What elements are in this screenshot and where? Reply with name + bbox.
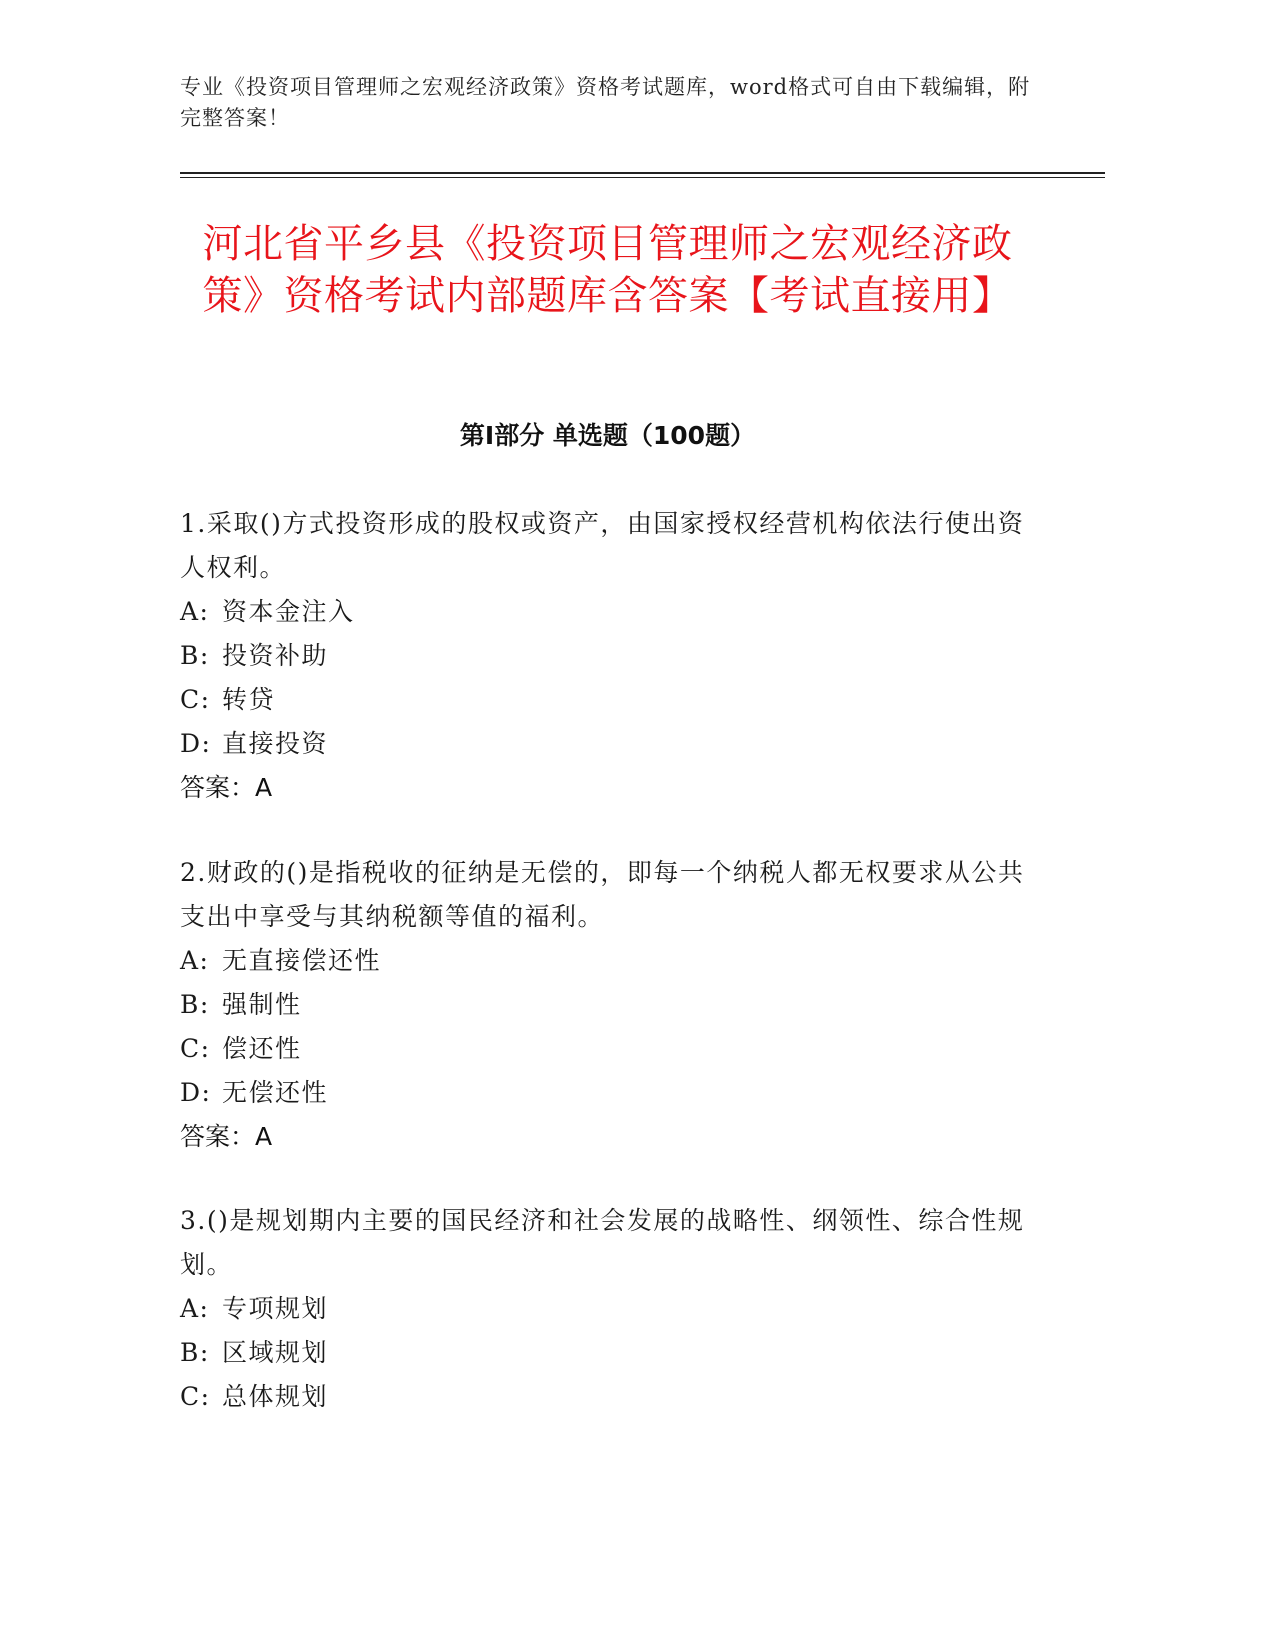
option-text: 偿还性 <box>222 1034 302 1063</box>
question-2 <box>180 851 1030 1159</box>
option-c <box>180 678 1030 722</box>
option-key: A: <box>180 1294 210 1323</box>
document-title: 河北省平乡县《投资项目管理师之宏观经济政策》资格考试内部题库含答案【考试直接用】 <box>202 221 1013 319</box>
option-key: A: <box>180 946 210 975</box>
option-d <box>180 722 1030 766</box>
option-key: D: <box>180 1078 212 1107</box>
option-key: D: <box>180 729 212 758</box>
option-key: B: <box>180 1338 210 1367</box>
header-rule-thick <box>180 172 1105 174</box>
section-heading: 第I部分 单选题（100题） <box>459 421 756 450</box>
option-key: C: <box>180 1382 211 1411</box>
question-answer: 答案：A <box>180 773 273 802</box>
option-text: 强制性 <box>222 990 302 1019</box>
question-answer: 答案：A <box>180 1122 273 1151</box>
option-a <box>180 1287 1030 1331</box>
option-key: A: <box>180 597 210 626</box>
option-text: 区域规划 <box>222 1338 329 1367</box>
option-text: 转贷 <box>222 685 276 714</box>
option-text: 无偿还性 <box>222 1078 329 1107</box>
option-a <box>180 590 1030 634</box>
option-d <box>180 1071 1030 1115</box>
header-rule-thin <box>180 177 1105 178</box>
option-text: 无直接偿还性 <box>222 946 382 975</box>
header-note: 专业《投资项目管理师之宏观经济政策》资格考试题库，word格式可自由下载编辑，附完整答案！ <box>180 75 1031 130</box>
question-stem: 3.()是规划期内主要的国民经济和社会发展的战略性、纲领性、综合性规划。 <box>180 1206 1025 1279</box>
option-key: B: <box>180 990 210 1019</box>
option-c <box>180 1375 1030 1419</box>
option-key: C: <box>180 1034 211 1063</box>
option-b <box>180 1331 1030 1375</box>
option-b <box>180 634 1030 678</box>
option-text: 总体规划 <box>222 1382 329 1411</box>
option-text: 资本金注入 <box>222 597 355 626</box>
question-3 <box>180 1199 1030 1419</box>
option-b <box>180 983 1030 1027</box>
option-key: C: <box>180 685 211 714</box>
question-stem: 1.采取()方式投资形成的股权或资产，由国家授权经营机构依法行使出资人权利。 <box>180 509 1025 582</box>
option-text: 专项规划 <box>222 1294 329 1323</box>
question-stem: 2.财政的()是指税收的征纳是无偿的，即每一个纳税人都无权要求从公共支出中享受与其纳税额等值的福利。 <box>180 858 1025 931</box>
option-c <box>180 1027 1030 1071</box>
option-key: B: <box>180 641 210 670</box>
option-a <box>180 939 1030 983</box>
option-text: 直接投资 <box>222 729 329 758</box>
option-text: 投资补助 <box>222 641 329 670</box>
question-1 <box>180 502 1030 810</box>
